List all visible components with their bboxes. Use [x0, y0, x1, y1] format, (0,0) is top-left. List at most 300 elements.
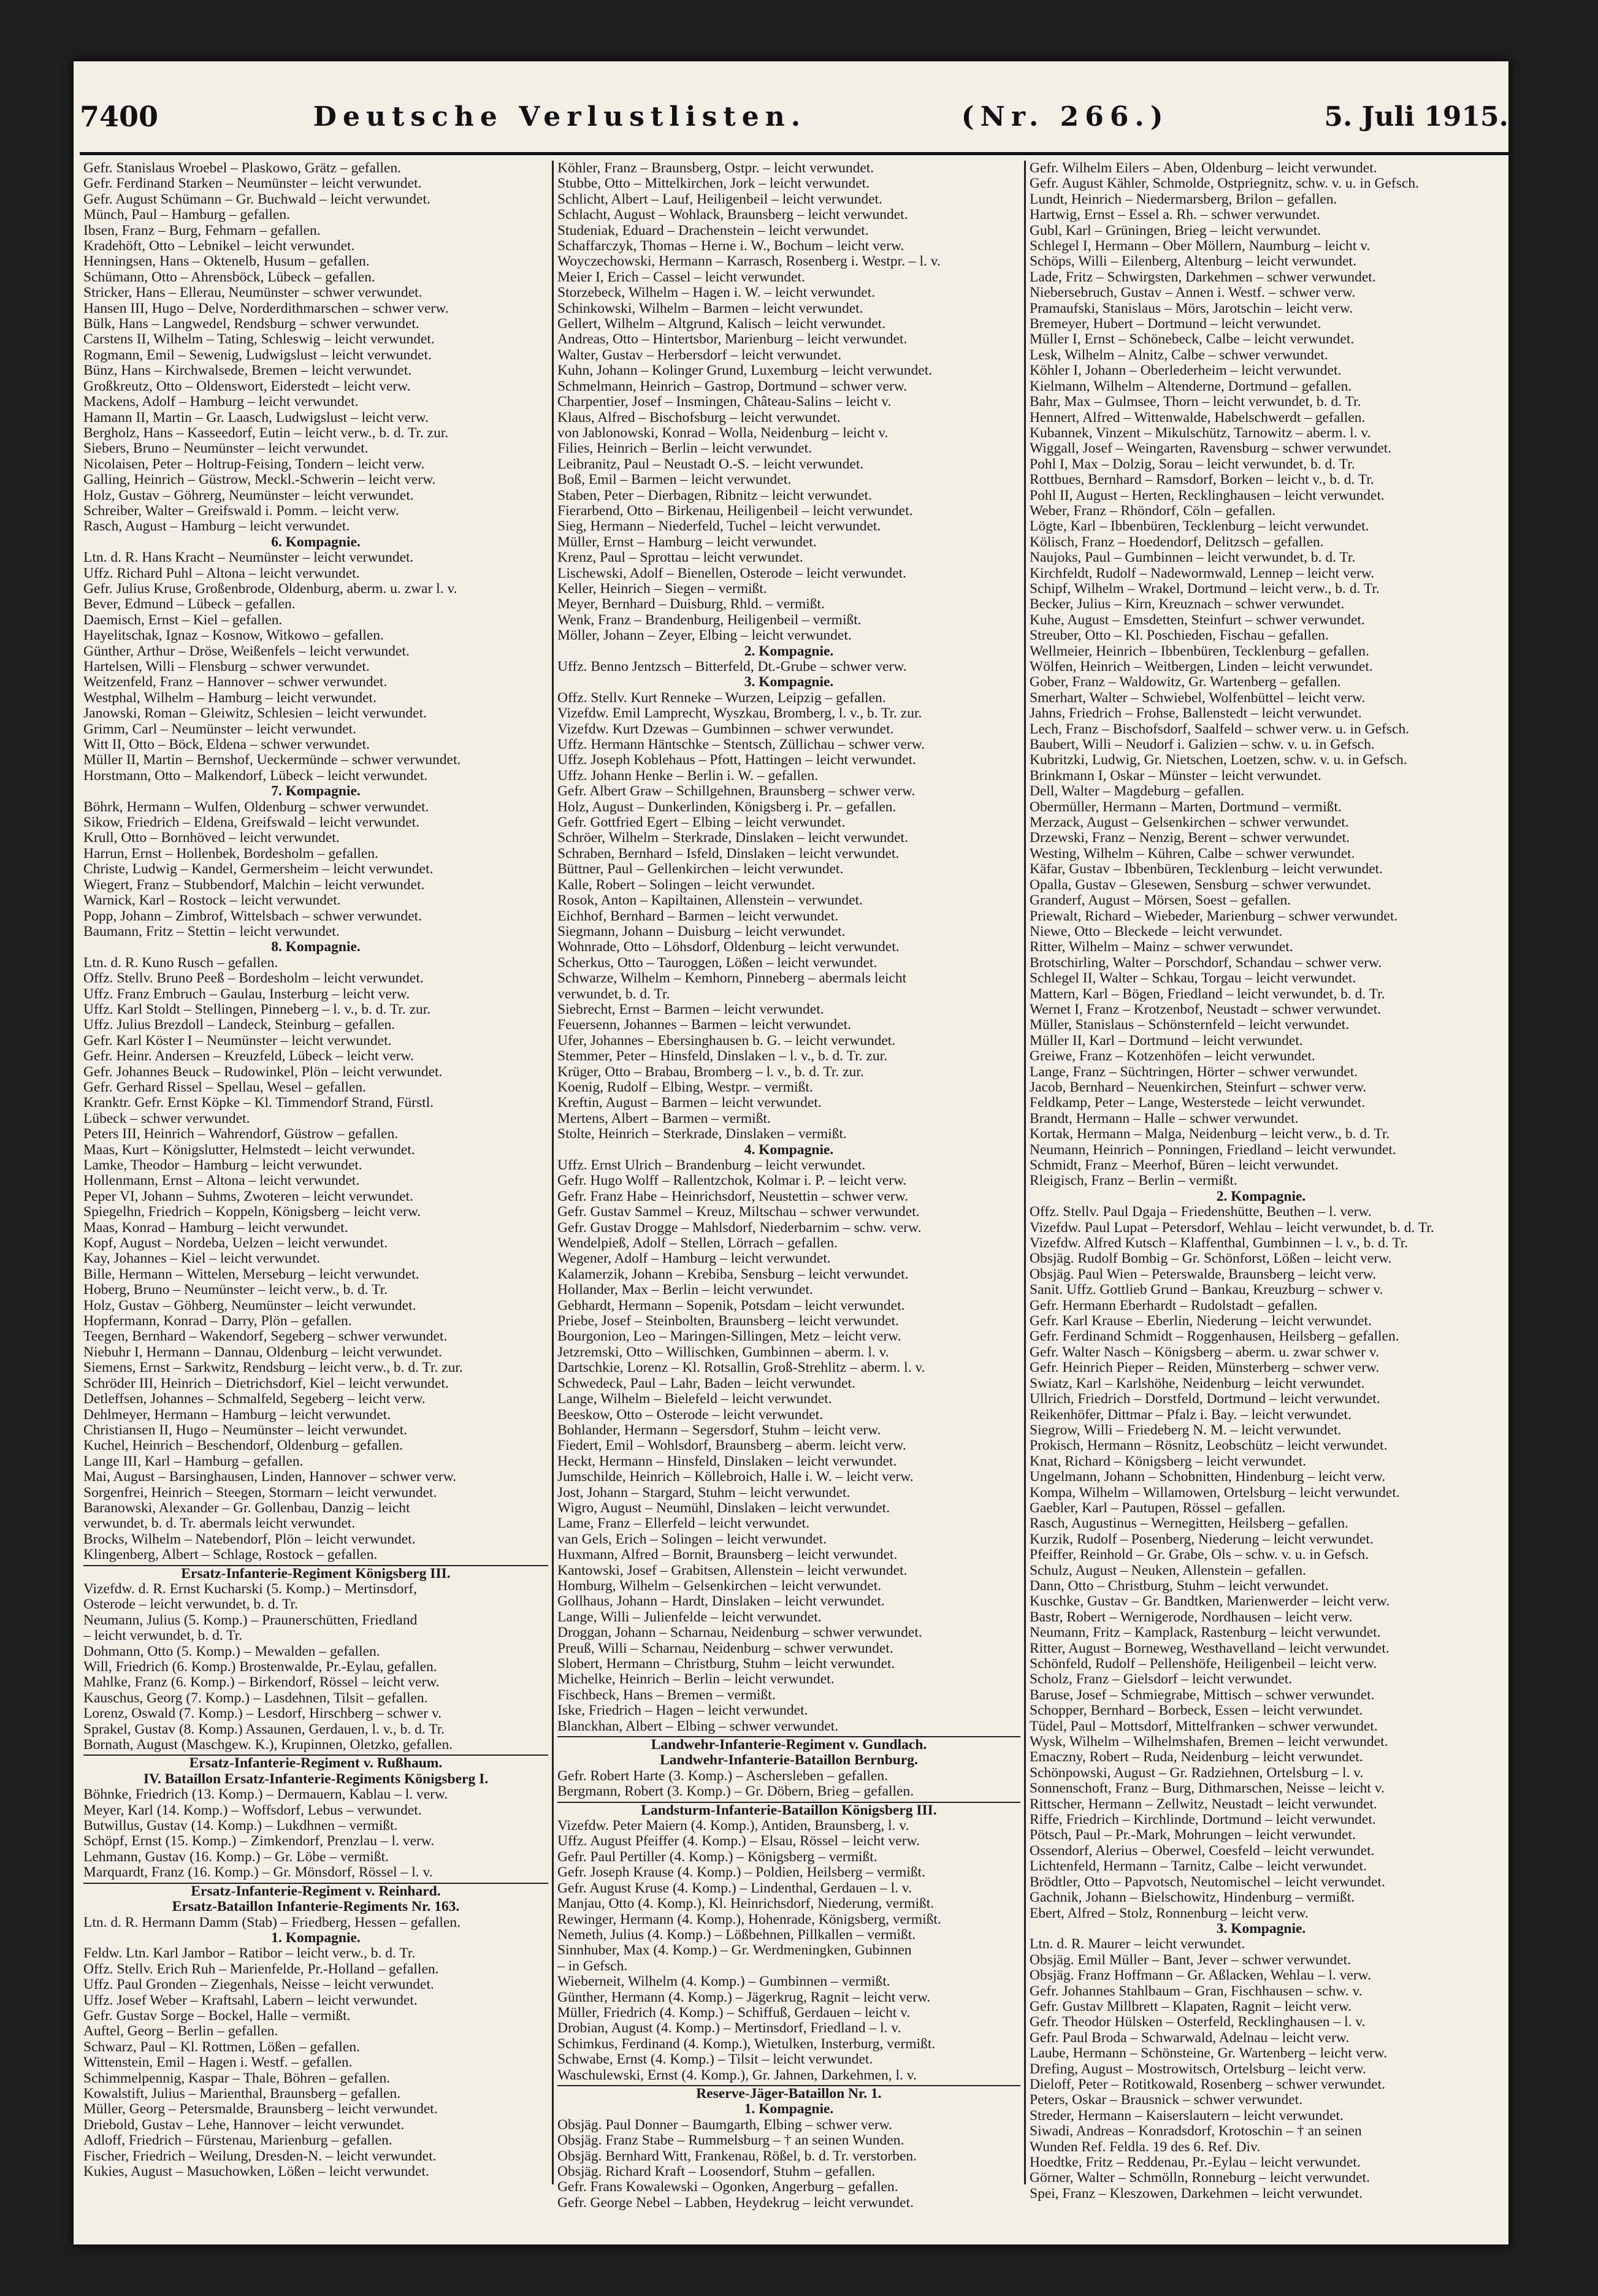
casualty-entry: Kuchel, Heinrich – Beschendorf, Oldenburg – gefallen.: [83, 1437, 403, 1454]
casualty-entry: Granderf, August – Mörsen, Soest – gefallen.: [1030, 892, 1291, 909]
casualty-entry: Bahr, Max – Gulmsee, Thorn – leicht verwundet, b. d. Tr.: [1030, 394, 1361, 410]
casualty-entry: Sorgenfrei, Heinrich – Steegen, Stormarn – leicht verwundet.: [83, 1484, 437, 1501]
casualty-entry: Feldkamp, Peter – Lange, Westerstede – leicht verwundet.: [1030, 1095, 1366, 1111]
section-heading: 2. Kompagnie.: [1216, 1188, 1306, 1204]
casualty-entry: Lange III, Karl – Hamburg – gefallen.: [83, 1453, 304, 1469]
casualty-entry: Schaffarczyk, Thomas – Herne i. W., Bochum – leicht verw.: [557, 238, 904, 254]
casualty-entry: – in Gefsch.: [557, 1957, 628, 1974]
casualty-entry: Maas, Kurt – Königslutter, Helmstedt – leicht verwundet.: [83, 1141, 415, 1158]
casualty-entry: Sanit. Uffz. Gottlieb Grund – Bankau, Kreuzburg – schwer v.: [1030, 1282, 1383, 1298]
casualty-entry: Priebe, Josef – Steinbolten, Braunsberg – leicht verwundet.: [557, 1313, 899, 1330]
regiment-heading: Ersatz-Infanterie-Regiment v. Rußhaum.: [83, 1755, 548, 1771]
casualty-entry: Kranktr. Gefr. Ernst Köpke – Kl. Timmendorf Strand, Fürstl.: [83, 1095, 434, 1111]
page-title: Deutsche Verlustlisten.: [313, 101, 807, 132]
issue-date: 5. Juli 1915.: [1324, 101, 1508, 132]
casualty-entry: Käfar, Gustav – Ibbenbüren, Tecklenburg – leicht verwundet.: [1030, 861, 1383, 878]
casualty-entry: Ltn. d. R. Maurer – leicht verwundet.: [1030, 1936, 1245, 1953]
casualty-entry: Köhler I, Johann – Oberlederheim – leicht verwundet.: [1030, 362, 1342, 379]
casualty-entry: Hollenmann, Ernst – Altona – leicht verwundet.: [83, 1173, 360, 1189]
casualty-entry: Schwabe, Ernst (4. Komp.) – Tilsit – leicht verwundet.: [557, 2051, 873, 2068]
section-heading: 6. Kompagnie.: [271, 534, 361, 550]
casualty-entry: Gefr. Karl Köster I – Neumünster – leicht verwundet.: [83, 1032, 392, 1049]
casualty-entry: Schulz, August – Neuken, Allenstein – gefallen.: [1030, 1562, 1306, 1578]
casualty-entry: Schröer, Wilhelm – Sterkrade, Dinslaken – leicht verwundet.: [557, 830, 908, 846]
casualty-entry: Spiegelhn, Friedrich – Koppeln, Königsberg – leicht verw.: [83, 1204, 421, 1220]
casualty-entry: Drefing, August – Mostrowitsch, Ortelsburg – leicht verw.: [1030, 2061, 1366, 2077]
casualty-entry: Keller, Heinrich – Siegen – vermißt.: [557, 580, 767, 597]
casualty-entry: Kauschus, Georg (7. Komp.) – Lasdehnen, Tilsit – gefallen.: [83, 1689, 428, 1706]
casualty-entry: Obsjäg. Franz Hoffmann – Gr. Aßlacken, Wehlau – l. verw.: [1030, 1967, 1371, 1984]
casualty-entry: Gefr. Theodor Hülsken – Osterfeld, Recklinghausen – l. v.: [1030, 2014, 1366, 2030]
casualty-entry: Waschulewski, Ernst (4. Komp.), Gr. Jahnen, Darkehmen, l. v.: [557, 2067, 917, 2083]
casualty-entry: Gefr. Johannes Beuck – Rudowinkel, Plön – leicht verwundet.: [83, 1063, 443, 1080]
casualty-entry: Obermüller, Hermann – Marten, Dortmund – vermißt.: [1030, 798, 1342, 815]
casualty-entry: Müller I, Ernst – Schönebeck, Calbe – leicht verwundet.: [1030, 331, 1355, 348]
casualty-entry: Greiwe, Franz – Kotzenhöfen – leicht verwundet.: [1030, 1048, 1315, 1065]
casualty-entry: Grimm, Carl – Neumünster – leicht verwundet.: [83, 721, 357, 737]
casualty-entry: Obsjäg. Paul Wien – Peterswalde, Braunsberg – leicht verw.: [1030, 1266, 1377, 1282]
casualty-entry: Gefr. August Schümann – Gr. Buchwald – leicht verwundet.: [83, 191, 430, 207]
casualty-entry: Dartschkie, Lorenz – Kl. Rotsallin, Groß-Strehlitz – aberm. l. v.: [557, 1360, 925, 1376]
casualty-entry: Bergmann, Robert (3. Komp.) – Gr. Döbern, Brieg – gefallen.: [557, 1783, 914, 1800]
regiment-heading: Ersatz-Infanterie-Regiment v. Reinhard.: [83, 1883, 548, 1899]
casualty-entry: Detleffsen, Johannes – Schmalfeld, Segeberg – leicht verw.: [83, 1391, 426, 1407]
casualty-entry: Wenk, Franz – Brandenburg, Heiligenbeil – vermißt.: [557, 611, 862, 628]
casualty-entry: Gefr. Heinrich Pieper – Reiden, Münsterberg – schwer verw.: [1030, 1360, 1380, 1376]
casualty-entry: Rottbues, Bernhard – Ramsdorf, Borken – leicht v., b. d. Tr.: [1030, 472, 1374, 488]
casualty-entry: Vizefdw. Emil Lamprecht, Wyszkau, Bromberg, l. v., b. Tr. zur.: [557, 705, 922, 722]
casualty-entry: Uffz. Karl Stoldt – Stellingen, Pinneberg – l. v., b. d. Tr. zur.: [83, 1001, 431, 1017]
casualty-entry: Fierarbend, Otto – Birkenau, Heiligenbeil – leicht verwundet.: [557, 502, 913, 519]
casualty-entry: Walter, Gustav – Herbersdorf – leicht verwundet.: [557, 346, 842, 363]
casualty-entry: Westphal, Wilhelm – Hamburg – leicht verwundet.: [83, 689, 377, 706]
casualty-entry: Uffz. Josef Weber – Kraftsahl, Labern – leicht verwundet.: [83, 1992, 418, 2008]
casualty-entry: Meyer, Bernhard – Duisburg, Rhld. – vermißt.: [557, 596, 825, 613]
casualty-entry: Nemeth, Julius (4. Komp.) – Lößbehnen, Pillkallen – vermißt.: [557, 1926, 916, 1943]
casualty-entry: Müller, Ernst – Hamburg – leicht verwundet.: [557, 534, 817, 550]
casualty-entry: Drzewski, Franz – Nenzig, Berent – schwer verwundet.: [1030, 830, 1350, 846]
casualty-entry: Lange, Franz – Süchtringen, Hörter – schwer verwundet.: [1030, 1063, 1358, 1080]
casualty-entry: Kopf, August – Nordeba, Uelzen – leicht verwundet.: [83, 1235, 388, 1252]
casualty-entry: Sonnenschoft, Franz – Burg, Dithmarschen, Neisse – leicht v.: [1030, 1780, 1385, 1797]
section-heading: 3. Kompagnie.: [744, 674, 834, 691]
casualty-entry: Ungelmann, Johann – Schobnitten, Hindenburg – leicht verw.: [1030, 1469, 1386, 1485]
casualty-entry: Lübeck – schwer verwundet.: [83, 1110, 250, 1127]
casualty-entry: Manjau, Otto (4. Komp.), Kl. Heinrichsdorf, Niederung, vermißt.: [557, 1896, 935, 1912]
casualty-entry: Holz, Gustav – Göhberg, Neumünster – leicht verwundet.: [83, 1297, 416, 1314]
casualty-entry: Gefr. George Nebel – Labben, Heydekrug – leicht verwundet.: [557, 2194, 914, 2211]
casualty-entry: Hoedtke, Fritz – Reddenau, Pr.-Eylau – leicht verwundet.: [1030, 2154, 1361, 2170]
casualty-entry: Butwillus, Gustav (14. Komp.) – Lukdhnen – vermißt.: [83, 1818, 398, 1834]
casualty-entry: Mahlke, Franz (6. Komp.) – Birkendorf, Rössel – leicht verw.: [83, 1674, 440, 1691]
casualty-entry: Kowalstift, Julius – Marienthal, Braunsberg – gefallen.: [83, 2085, 401, 2102]
casualty-entry: Kay, Johannes – Kiel – leicht verwundet.: [83, 1250, 321, 1267]
casualty-entry: Gefr. Johannes Stahlbaum – Gran, Fischhausen – schw. v.: [1030, 1983, 1363, 1999]
page-header: [80, 92, 1508, 141]
casualty-entry: Hoberg, Bruno – Neumünster – leicht verw., b. d. Tr.: [83, 1282, 388, 1298]
casualty-entry: Ltn. d. R. Kuno Rusch – gefallen.: [83, 954, 278, 971]
casualty-entry: Sprakel, Gustav (8. Komp.) Assaunen, Gerdauen, l. v., b. d. Tr.: [83, 1721, 445, 1737]
casualty-entry: Nicolaisen, Peter – Holtrup-Feising, Tondern – leicht verw.: [83, 456, 425, 472]
casualty-entry: Neumann, Heinrich – Ponningen, Friedland – leicht verwundet.: [1030, 1141, 1396, 1158]
casualty-entry: Wendelpieß, Adolf – Stellen, Lörrach – gefallen.: [557, 1235, 838, 1252]
casualty-entry: Brödtler, Otto – Papvotsch, Neutomischel – leicht verwundet.: [1030, 1873, 1385, 1890]
casualty-entry: Wieberneit, Wilhelm (4. Komp.) – Gumbinnen – vermißt.: [557, 1973, 890, 1990]
casualty-entry: Becker, Julius – Kirn, Kreuznach – schwer verwundet.: [1030, 596, 1345, 613]
casualty-entry: Offz. Stellv. Bruno Peeß – Bordesholm – leicht verwundet.: [83, 970, 424, 987]
casualty-entry: Adloff, Friedrich – Fürstenau, Marienburg – gefallen.: [83, 2132, 392, 2149]
casualty-entry: Gefr. Heinr. Andersen – Kreuzfeld, Lübeck – leicht verw.: [83, 1048, 414, 1065]
casualty-entry: Lech, Franz – Bischofsdorf, Saalfeld – schwer verw. u. in Gefsch.: [1030, 721, 1410, 737]
casualty-entry: Fischer, Friedrich – Weilung, Dresden-N. – leicht verwundet.: [83, 2148, 437, 2164]
casualty-entry: Münch, Paul – Hamburg – gefallen.: [83, 207, 290, 223]
casualty-entry: Woyczechowski, Hermann – Karrasch, Rosenberg i. Westpr. – l. v.: [557, 253, 941, 270]
casualty-entry: Schöps, Willi – Eilenberg, Altenburg – leicht verwundet.: [1030, 253, 1356, 270]
casualty-entry: Emaczny, Robert – Ruda, Neidenburg – leicht verwundet.: [1030, 1749, 1363, 1766]
casualty-entry: Uffz. Ernst Ulrich – Brandenburg – leicht verwundet.: [557, 1157, 866, 1173]
casualty-entry: Lischewski, Adolf – Bienellen, Osterode – leicht verwundet.: [557, 565, 907, 581]
casualty-entry: Maas, Konrad – Hamburg – leicht verwundet.: [83, 1219, 348, 1236]
casualty-entry: Görner, Walter – Schmölln, Ronneburg – leicht verwundet.: [1030, 2170, 1370, 2186]
casualty-entry: Müller, Friedrich (4. Komp.) – Schiffuß, Gerdauen – leicht v.: [557, 2004, 911, 2021]
casualty-entry: Lame, Franz – Ellerfeld – leicht verwundet.: [557, 1515, 810, 1532]
casualty-entry: Gefr. Julius Kruse, Großenbrode, Oldenburg, aberm. u. zwar l. v.: [83, 580, 457, 597]
casualty-entry: Büttner, Paul – Gellenkirchen – leicht verwundet.: [557, 861, 844, 878]
casualty-entry: Gefr. Ferdinand Schmidt – Roggenhausen, Heilsberg – gefallen.: [1030, 1328, 1399, 1345]
casualty-entry: Eichhof, Bernhard – Barmen – leicht verwundet.: [557, 908, 839, 924]
casualty-entry: Daemisch, Ernst – Kiel – gefallen.: [83, 611, 283, 628]
casualty-entry: Hennert, Alfred – Wittenwalde, Habelschwerdt – gefallen.: [1030, 409, 1366, 426]
section-heading: IV. Bataillon Ersatz-Infanterie-Regiments Königsberg I.: [143, 1770, 489, 1787]
casualty-entry: Gellert, Wilhelm – Altgrund, Kalisch – leicht verwundet.: [557, 316, 886, 332]
casualty-entry: Rewinger, Hermann (4. Komp.), Hohenrade, Königsberg, vermißt.: [557, 1911, 941, 1927]
casualty-entry: Rasch, Augustinus – Wernegitten, Heilsberg – gefallen.: [1030, 1515, 1349, 1532]
casualty-entry: Bohlander, Hermann – Segersdorf, Stuhm – leicht verw.: [557, 1422, 881, 1438]
casualty-entry: Bülk, Hans – Langwedel, Rendsburg – schwer verwundet.: [83, 316, 419, 332]
casualty-entry: Bünz, Hans – Kirchwalsede, Bremen – leicht verwundet.: [83, 362, 412, 379]
casualty-entry: Hartelsen, Willi – Flensburg – schwer verwundet.: [83, 659, 370, 675]
casualty-entry: Obsjäg. Emil Müller – Bant, Jever – schwer verwundet.: [1030, 1951, 1351, 1968]
casualty-entry: Homburg, Wilhelm – Gelsenkirchen – leicht verwundet.: [557, 1577, 882, 1594]
casualty-entry: Rogmann, Emil – Sewenig, Ludwigslust – leicht verwundet.: [83, 346, 432, 363]
casualty-entry: Storzebeck, Wilhelm – Hagen i. W. – leicht verwundet.: [557, 285, 876, 301]
casualty-entry: Siegmann, Johann – Duisburg – leicht verwundet.: [557, 923, 846, 939]
casualty-entry: Horstmann, Otto – Malkendorf, Lübeck – leicht verwundet.: [83, 767, 428, 784]
casualty-entry: Schlegel II, Walter – Schkau, Torgau – leicht verwundet.: [1030, 970, 1356, 987]
column-1: [80, 161, 552, 2184]
casualty-entry: Gefr. Paul Broda – Schwarwald, Adelnau – leicht verw.: [1030, 2029, 1350, 2046]
casualty-entry: Schmidt, Franz – Meerhof, Büren – leicht verwundet.: [1030, 1157, 1339, 1173]
casualty-entry: Leibranitz, Paul – Neustadt O.-S. – leicht verwundet.: [557, 456, 864, 472]
casualty-entry: Günther, Hermann (4. Komp.) – Jägerkrug, Ragnit – leicht verw.: [557, 1989, 931, 2005]
casualty-entry: Köhler, Franz – Braunsberg, Ostpr. – leicht verwundet.: [557, 160, 874, 176]
casualty-entry: Swiatz, Karl – Karlshöhe, Neidenburg – leicht verwundet.: [1030, 1375, 1365, 1391]
casualty-entry: Harrun, Ernst – Hollenbek, Bordesholm – gefallen.: [83, 845, 378, 862]
casualty-entry: Vizefdw. Kurt Dzewas – Gumbinnen – schwer verwundet.: [557, 721, 894, 737]
section-heading: Ersatz-Bataillon Infanterie-Regiments Nr. 163.: [172, 1899, 460, 1915]
casualty-entry: Uffz. August Pfeiffer (4. Komp.) – Elsau, Rössel – leicht verw.: [557, 1833, 920, 1850]
casualty-entry: Charpentier, Josef – Insmingen, Château-Salins – leicht v.: [557, 394, 892, 410]
regiment-heading: Landsturm-Infanterie-Bataillon Königsberg III.: [557, 1802, 1020, 1818]
casualty-entry: Mackens, Adolf – Hamburg – leicht verwundet.: [83, 394, 359, 410]
section-heading: 2. Kompagnie.: [744, 643, 834, 659]
casualty-entry: Pfeiffer, Reinhold – Gr. Grabe, Ols – schw. v. u. in Gefsch.: [1030, 1547, 1369, 1563]
casualty-entry: Gefr. Wilhelm Eilers – Aben, Oldenburg – leicht verwundet.: [1030, 160, 1377, 176]
column-3: [1024, 160, 1496, 2202]
casualty-entry: Bergholz, Hans – Kasseedorf, Eutin – leicht verw., b. d. Tr. zur.: [83, 424, 449, 441]
casualty-entry: Lichtenfeld, Hermann – Tarnitz, Calbe – leicht verwundet.: [1030, 1858, 1367, 1875]
casualty-entry: Krüger, Otto – Brabau, Bromberg – l. v., b. d. Tr. zur.: [557, 1063, 864, 1080]
casualty-entry: Filies, Heinrich – Berlin – leicht verwundet.: [557, 440, 812, 457]
casualty-entry: Gubl, Karl – Grüningen, Brieg – leicht verwundet.: [1030, 222, 1321, 239]
casualty-entry: Lange, Willi – Julienfelde – leicht verwundet.: [557, 1609, 822, 1625]
casualty-entry: Auftel, Georg – Berlin – gefallen.: [83, 2023, 278, 2040]
casualty-entry: Spei, Franz – Kleszowen, Darkehmen – leicht verwundet.: [1030, 2185, 1363, 2202]
casualty-entry: Holz, August – Dunkerlinden, Königsberg i. Pr. – gefallen.: [557, 798, 896, 815]
casualty-entry: Henningsen, Hans – Oktenelb, Husum – gefallen.: [83, 253, 370, 270]
casualty-entry: Kalle, Robert – Solingen – leicht verwundet.: [557, 876, 816, 893]
casualty-entry: Dann, Otto – Christburg, Stuhm – leicht verwundet.: [1030, 1577, 1329, 1594]
casualty-entry: Kielmann, Wilhelm – Altenderne, Dortmund – gefallen.: [1030, 378, 1352, 394]
casualty-entry: Neumann, Fritz – Kamplack, Rastenburg – leicht verwundet.: [1030, 1624, 1381, 1641]
casualty-entry: Witt II, Otto – Böck, Eldena – schwer verwundet.: [83, 737, 370, 753]
casualty-entry: Wigro, August – Neumühl, Dinslaken – leicht verwundet.: [557, 1499, 890, 1516]
casualty-entry: Wunden Ref. Feldla. 19 des 6. Ref. Div.: [1030, 2138, 1261, 2155]
casualty-entry: Wysk, Wilhelm – Wilhelmshafen, Bremen – leicht verwundet.: [1030, 1734, 1388, 1750]
casualty-entry: Dohmann, Otto (5. Komp.) – Mewalden – gefallen.: [83, 1643, 380, 1659]
casualty-entry: Uffz. Paul Gronden – Ziegenhals, Neisse – leicht verwundet.: [83, 1976, 434, 1993]
casualty-entry: Baubert, Willi – Neudorf i. Galizien – schw. v. u. in Gefsch.: [1030, 737, 1375, 753]
casualty-entry: Pramaufski, Stanislaus – Mörs, Jarotschin – leicht verw.: [1030, 300, 1353, 316]
casualty-entry: Uffz. Johann Henke – Berlin i. W. – gefallen.: [557, 767, 819, 784]
casualty-entry: Stricker, Hans – Ellerau, Neumünster – schwer verwundet.: [83, 285, 422, 301]
casualty-entry: Studeniak, Eduard – Drachenstein – leicht verwundet.: [557, 222, 869, 239]
casualty-entry: Wittenstein, Emil – Hagen i. Westf. – gefallen.: [83, 2054, 353, 2071]
casualty-entry: Kuhn, Johann – Kolinger Grund, Luxemburg – leicht verwundet.: [557, 362, 933, 379]
casualty-entry: Baumann, Fritz – Stettin – leicht verwundet.: [83, 923, 340, 939]
casualty-entry: Bever, Edmund – Lübeck – gefallen.: [83, 596, 296, 613]
casualty-entry: Meier I, Erich – Cassel – leicht verwundet.: [557, 269, 805, 285]
section-heading: Landwehr-Infanterie-Bataillon Bernburg.: [660, 1752, 918, 1769]
column-2: [552, 160, 1024, 2211]
casualty-entry: Neumann, Julius (5. Komp.) – Praunerschütten, Friedland: [83, 1612, 418, 1628]
casualty-entry: Fischbeck, Hans – Bremen – vermißt.: [557, 1686, 776, 1703]
casualty-entry: Carstens II, Wilhelm – Tating, Schleswig – leicht verwundet.: [83, 331, 435, 348]
casualty-entry: Obsjäg. Bernhard Witt, Frankenau, Rößel, b. d. Tr. verstorben.: [557, 2148, 917, 2164]
casualty-entry: Weitzenfeld, Franz – Hannover – schwer verwundet.: [83, 674, 388, 691]
casualty-entry: Stemmer, Peter – Hinsfeld, Dinslaken – l. v., b. d. Tr. zur.: [557, 1048, 887, 1065]
casualty-entry: Popp, Johann – Zimbrof, Wittelsbach – schwer verwundet.: [83, 908, 422, 924]
casualty-entry: Baruse, Josef – Schmiegrabe, Mittisch – schwer verwundet.: [1030, 1686, 1375, 1703]
casualty-entry: Kubannek, Vinzent – Mikulschütz, Tarnowitz – aberm. l. v.: [1030, 424, 1371, 441]
casualty-entry: van Gels, Erich – Solingen – leicht verwundet.: [557, 1531, 827, 1547]
casualty-entry: Siemens, Ernst – Sarkwitz, Rendsburg – leicht verw., b. d. Tr. zur.: [83, 1360, 463, 1376]
casualty-entry: Kukies, August – Masuchowken, Lößen – leicht verwundet.: [83, 2164, 429, 2179]
casualty-entry: Müller II, Karl – Dortmund – leicht verwundet.: [1030, 1032, 1303, 1049]
casualty-entry: Slobert, Hermann – Christburg, Stuhm – leicht verwundet.: [557, 1656, 895, 1672]
casualty-entry: Klaus, Alfred – Bischofsburg – leicht verwundet.: [557, 409, 841, 426]
casualty-entry: Wegener, Adolf – Hamburg – leicht verwundet.: [557, 1250, 831, 1267]
casualty-entry: Gefr. Gustav Drogge – Mahlsdorf, Niederbarnim – schw. verw.: [557, 1219, 922, 1236]
casualty-entry: Knat, Richard – Königsberg – leicht verwundet.: [1030, 1453, 1307, 1469]
casualty-entry: Gebhardt, Hermann – Sopenik, Potsdam – leicht verwundet.: [557, 1297, 905, 1314]
casualty-entry: Kortak, Hermann – Malga, Neidenburg – leicht verw., b. d. Tr.: [1030, 1126, 1390, 1142]
casualty-entry: Baranowski, Alexander – Gr. Gollenbau, Danzig – leicht: [83, 1499, 410, 1516]
casualty-entry: Hollander, Max – Berlin – leicht verwundet.: [557, 1282, 813, 1298]
casualty-entry: Uffz. Hermann Häntschke – Stentsch, Züllichau – schwer verw.: [557, 737, 925, 753]
casualty-entry: Osterode – leicht verwundet, b. d. Tr.: [83, 1596, 298, 1613]
casualty-entry: Gefr. Franz Habe – Heinrichsdorf, Neustettin – schwer verw.: [557, 1188, 909, 1204]
casualty-entry: Boß, Emil – Barmen – leicht verwundet.: [557, 472, 792, 488]
casualty-entry: Schipf, Wilhelm – Wrakel, Dortmund – leicht verw., b. d. Tr.: [1030, 580, 1380, 597]
casualty-entry: verwundet, b. d. Tr. abermals leicht verwundet.: [83, 1515, 356, 1532]
casualty-entry: Bourgonion, Leo – Maringen-Sillingen, Metz – leicht verw.: [557, 1328, 901, 1345]
casualty-entry: Rasch, August – Hamburg – leicht verwundet.: [83, 518, 350, 535]
casualty-entry: verwundet, b. d. Tr.: [557, 985, 670, 1002]
casualty-entry: Schreiber, Walter – Greifswald i. Pomm. – leicht verw.: [83, 502, 399, 519]
casualty-entry: Gefr. Gustav Sammel – Kreuz, Miltschau – schwer verwundet.: [557, 1204, 920, 1220]
casualty-entry: Gefr. August Kruse (4. Komp.) – Lindenthal, Gerdauen – l. v.: [557, 1880, 912, 1896]
casualty-entry: Wernet I, Franz – Krotzenbof, Neustadt – schwer verwundet.: [1030, 1001, 1382, 1017]
casualty-entry: Offz. Stellv. Erich Ruh – Marienfelde, Pr.-Holland – gefallen.: [83, 1961, 439, 1977]
casualty-entry: Siwadi, Andreas – Konradsdorf, Krotoschin – † an seinen: [1030, 2123, 1362, 2140]
casualty-entry: Gefr. August Kähler, Schmolde, Ostpriegnitz, schw. v. u. in Gefsch.: [1030, 175, 1419, 192]
casualty-entry: Schimmelpennig, Kaspar – Thale, Böhren – gefallen.: [83, 2070, 391, 2086]
casualty-entry: Peters, Oskar – Brausnick – schwer verwundet.: [1030, 2092, 1303, 2108]
casualty-entry: Schwedeck, Paul – Lahr, Baden – leicht verwundet.: [557, 1375, 855, 1391]
casualty-entry: Gefr. Ferdinand Starken – Neumünster – leicht verwundet.: [83, 175, 422, 192]
casualty-entry: Kreftin, August – Barmen – leicht verwundet.: [557, 1095, 822, 1111]
casualty-entry: Reikenhöfer, Dittmar – Pfalz i. Bay. – leicht verwundet.: [1030, 1406, 1351, 1423]
casualty-entry: Warnick, Karl – Rostock – leicht verwundet.: [83, 892, 341, 909]
header-rule: [80, 152, 1508, 155]
section-heading: 4. Kompagnie.: [744, 1141, 834, 1158]
casualty-entry: Niebersebruch, Gustav – Annen i. Westf. – schwer verw.: [1030, 285, 1356, 301]
casualty-entry: Ebert, Alfred – Stolz, Ronnenburg – leicht verw.: [1030, 1905, 1309, 1921]
casualty-entry: Krull, Otto – Bornhöved – leicht verwundet.: [83, 830, 340, 846]
casualty-entry: Schlegel I, Hermann – Ober Möllern, Naumburg – leicht v.: [1030, 238, 1371, 254]
casualty-entry: Dell, Walter – Magdeburg – gefallen.: [1030, 783, 1245, 800]
casualty-entry: Will, Friedrich (6. Komp.) Brostenwalde, Pr.-Eylau, gefallen.: [83, 1659, 437, 1675]
casualty-entry: Brotschirling, Walter – Porschdorf, Schandau – schwer verw.: [1030, 954, 1382, 971]
casualty-entry: Driebold, Gustav – Lehe, Hannover – leicht verwundet.: [83, 2116, 405, 2133]
casualty-entry: Uffz. Joseph Koblehaus – Pfott, Hattingen – leicht verwundet.: [557, 752, 916, 768]
casualty-entry: Dieloff, Peter – Rotitkowald, Rosenberg – schwer verwundet.: [1030, 2076, 1385, 2092]
casualty-entry: Meyer, Karl (14. Komp.) – Woffsdorf, Lebus – verwundet.: [83, 1802, 422, 1818]
casualty-entry: Brandt, Hermann – Halle – schwer verwundet.: [1030, 1110, 1299, 1127]
casualty-entry: Wiggall, Josef – Weingarten, Ravensburg – schwer verwundet.: [1030, 440, 1392, 457]
casualty-entry: Günther, Arthur – Dröse, Weißenfels – leicht verwundet.: [83, 643, 410, 659]
casualty-entry: Lamke, Theodor – Hamburg – leicht verwundet.: [83, 1157, 362, 1173]
casualty-entry: Lehmann, Gustav (16. Komp.) – Gr. Löbe – vermißt.: [83, 1848, 389, 1865]
casualty-entry: Gefr. Paul Pertiller (4. Komp.) – Königsberg – vermißt.: [557, 1848, 877, 1865]
casualty-entry: Beeskow, Otto – Osterode – leicht verwundet.: [557, 1406, 824, 1423]
casualty-entry: Kirchfeldt, Rudolf – Nadewormwald, Lennep – leicht verw.: [1030, 565, 1375, 581]
casualty-entry: Pohl II, August – Herten, Recklinghausen – leicht verwundet.: [1030, 487, 1385, 503]
casualty-entry: Lange, Wilhelm – Bielefeld – leicht verwundet.: [557, 1391, 832, 1407]
casualty-entry: Dehlmeyer, Hermann – Hamburg – leicht verwundet.: [83, 1406, 391, 1423]
casualty-entry: Heckt, Hermann – Hinsfeld, Dinslaken – leicht verwundet.: [557, 1453, 897, 1469]
casualty-entry: Pohl I, Max – Dolzig, Sorau – leicht verwundet, b. d. Tr.: [1030, 456, 1355, 472]
casualty-entry: Mertens, Albert – Barmen – vermißt.: [557, 1110, 771, 1127]
casualty-entry: Siebers, Bruno – Neumünster – leicht verwundet.: [83, 440, 369, 457]
casualty-entry: Blanckhan, Albert – Elbing – schwer verwundet.: [557, 1718, 839, 1734]
regiment-heading: Ersatz-Infanterie-Regiment Königsberg III.: [83, 1565, 548, 1582]
casualty-entry: Fiedert, Emil – Wohlsdorf, Braunsberg – aberm. leicht verw.: [557, 1437, 906, 1454]
casualty-entry: Gefr. Gustav Sorge – Bockel, Halle – vermißt.: [83, 2007, 351, 2024]
casualty-entry: Huxmann, Alfred – Bornit, Braunsberg – leicht verwundet.: [557, 1547, 898, 1563]
casualty-entry: Rosok, Anton – Kapiltainen, Allenstein – verwundet.: [557, 892, 863, 909]
casualty-entry: Streder, Hermann – Kaiserslautern – leicht verwundet.: [1030, 2107, 1344, 2124]
casualty-entry: Rittscher, Hermann – Zellwitz, Neustadt – leicht verwundet.: [1030, 1796, 1377, 1812]
casualty-entry: Priewalt, Richard – Wiebeder, Marienburg – schwer verwundet.: [1030, 908, 1398, 924]
casualty-entry: Obsjäg. Richard Kraft – Loosendorf, Stuhm – gefallen.: [557, 2164, 876, 2179]
casualty-entry: Lade, Fritz – Schwirgsten, Darkehmen – schwer verwundet.: [1030, 269, 1376, 285]
casualty-entry: Naujoks, Paul – Gumbinnen – leicht verwundet, b. d. Tr.: [1030, 549, 1356, 566]
casualty-entry: Kalamerzik, Johann – Krebiba, Sensburg – leicht verwundet.: [557, 1266, 909, 1282]
casualty-entry: Müller II, Martin – Bernshof, Ueckermünde – schwer verwundet.: [83, 752, 461, 768]
section-heading: 8. Kompagnie.: [271, 939, 361, 955]
casualty-entry: Michelke, Heinrich – Berlin – leicht verwundet.: [557, 1671, 835, 1688]
casualty-entry: Opalla, Gustav – Glesewen, Sensburg – schwer verwundet.: [1030, 876, 1371, 893]
casualty-entry: Gollhaus, Johann – Hardt, Dinslaken – leicht verwundet.: [557, 1593, 885, 1610]
casualty-entry: Drobian, August (4. Komp.) – Mertinsdorf, Friedland – l. v.: [557, 2020, 901, 2037]
casualty-entry: Smerhart, Walter – Schwiebel, Wolfenbüttel – leicht verw.: [1030, 689, 1366, 706]
casualty-entry: Vizefdw. Peter Maiern (4. Komp.), Antiden, Braunsberg, l. v.: [557, 1818, 909, 1834]
casualty-entry: Klingenberg, Albert – Schlage, Rostock – gefallen.: [83, 1547, 378, 1563]
casualty-entry: Kompa, Wilhelm – Willamowen, Ortelsburg – leicht verwundet.: [1030, 1484, 1400, 1501]
casualty-entry: Schlacht, August – Wohlack, Braunsberg – leicht verwundet.: [557, 207, 908, 223]
casualty-entry: Hopfermann, Konrad – Darry, Plön – gefallen.: [83, 1313, 352, 1330]
casualty-entry: Kurzik, Rudolf – Posenberg, Niederung – leicht verwundet.: [1030, 1531, 1374, 1547]
casualty-entry: Peters III, Heinrich – Wahrendorf, Güstrow – gefallen.: [83, 1126, 399, 1142]
casualty-entry: Lundt, Heinrich – Niedermarsberg, Brilon – gefallen.: [1030, 191, 1337, 207]
casualty-entry: Niebuhr I, Hermann – Dannau, Oldenburg – leicht verwundet.: [83, 1344, 442, 1360]
casualty-entry: Schwarz, Paul – Kl. Rottmen, Lößen – gefallen.: [83, 2038, 360, 2055]
casualty-entry: Bremeyer, Hubert – Dortmund – leicht verwundet.: [1030, 316, 1321, 332]
casualty-entry: Kuschke, Gustav – Gr. Bandtken, Marienwerder – leicht verw.: [1030, 1593, 1390, 1610]
casualty-entry: Scholz, Franz – Gielsdorf – leicht verwundet.: [1030, 1671, 1293, 1688]
casualty-entry: Schimkus, Ferdinand (4. Komp.), Wietulken, Insterburg, vermißt.: [557, 2035, 936, 2052]
casualty-entry: Christiansen II, Hugo – Neumünster – leicht verwundet.: [83, 1422, 407, 1438]
casualty-entry: Schraben, Bernhard – Isfeld, Dinslaken – leicht verwundet.: [557, 845, 900, 862]
casualty-entry: Siebrecht, Ernst – Barmen – leicht verwundet.: [557, 1001, 824, 1017]
casualty-entry: Kubritzki, Ludwig, Gr. Nietschen, Loetzen, schw. v. u. in Gefsch.: [1030, 752, 1407, 768]
casualty-entry: Gefr. Hugo Wolff – Rallentzchok, Kolmar i. P. – leicht verw.: [557, 1173, 907, 1189]
casualty-entry: Brinkmann I, Oskar – Münster – leicht verwundet.: [1030, 767, 1321, 784]
casualty-entry: Gachnik, Johann – Bielschowitz, Hindenburg – vermißt.: [1030, 1889, 1355, 1906]
casualty-entry: Wohnrade, Otto – Löhsdorf, Oldenburg – leicht verwundet.: [557, 939, 900, 955]
casualty-entry: Ossendorf, Alerius – Oberwel, Coesfeld – leicht verwundet.: [1030, 1842, 1375, 1859]
casualty-entry: Ufer, Johannes – Ebersinghausen b. G. – leicht verwundet.: [557, 1032, 896, 1049]
casualty-entry: Gaebler, Karl – Pautupen, Rössel – gefallen.: [1030, 1499, 1286, 1516]
casualty-entry: von Jablonowski, Konrad – Wolla, Neidenburg – leicht v.: [557, 424, 889, 441]
casualty-entry: Obsjäg. Paul Donner – Baumgarth, Elbing – schwer verw.: [557, 2116, 893, 2133]
casualty-entry: Ltn. d. R. Hans Kracht – Neumünster – leicht verwundet.: [83, 549, 414, 566]
casualty-entry: Gefr. Hermann Eberhardt – Rudolstadt – gefallen.: [1030, 1297, 1318, 1314]
section-heading: 3. Kompagnie.: [1216, 1920, 1306, 1937]
casualty-entry: Hamann II, Martin – Gr. Laasch, Ludwigslust – leicht verw.: [83, 409, 429, 426]
casualty-entry: Streuber, Otto – Kl. Poschieden, Fischau – gefallen.: [1030, 627, 1329, 644]
casualty-entry: Iske, Friedrich – Hagen – leicht verwundet.: [557, 1702, 808, 1719]
casualty-entry: Kradehöft, Otto – Lebnikel – leicht verwundet.: [83, 238, 355, 254]
casualty-entry: Kölisch, Franz – Hoedendorf, Delitzsch – gefallen.: [1030, 534, 1324, 550]
casualty-entry: Marquardt, Franz (16. Komp.) – Gr. Mönsdorf, Rössel – l. v.: [83, 1864, 433, 1881]
casualty-entry: Bornath, August (Maschgew. K.), Krupinnen, Oletzko, gefallen.: [83, 1737, 453, 1753]
casualty-entry: Vizefdw. Alfred Kutsch – Klaffenthal, Gumbinnen – l. v., b. d. Tr.: [1030, 1235, 1409, 1252]
casualty-entry: Schümann, Otto – Ahrensböck, Lübeck – gefallen.: [83, 269, 375, 285]
casualty-entry: Vizefdw. Paul Lupat – Petersdorf, Wehlau – leicht verwundet, b. d. Tr.: [1030, 1219, 1434, 1236]
